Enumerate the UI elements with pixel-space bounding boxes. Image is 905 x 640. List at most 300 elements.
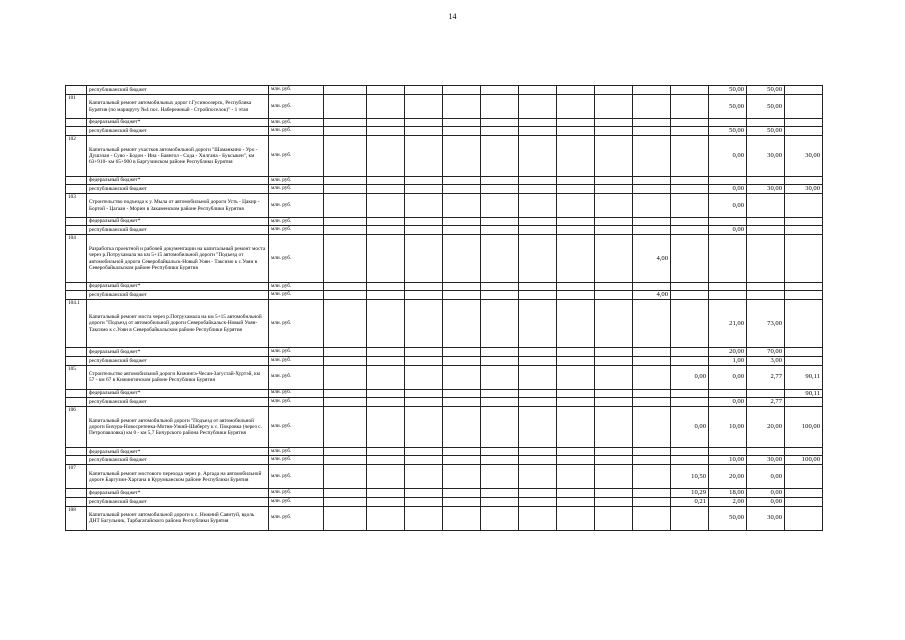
value-cell [557,348,595,357]
value-cell [595,226,633,235]
value-cell [633,497,671,506]
value-cell [367,283,405,291]
value-cell [595,95,633,119]
unit-cell: млн. руб. [269,218,324,226]
table-row [66,177,823,185]
unit-cell: млн. руб. [269,291,324,300]
value-cell [785,177,823,185]
value-cell [481,348,519,357]
value-cell [324,407,367,448]
value-cell [481,365,519,389]
value-cell [671,300,709,348]
value-cell [481,300,519,348]
value-cell [595,136,633,177]
value-cell [367,185,405,194]
unit-cell: млн. руб. [269,348,324,357]
value-cell [519,356,557,365]
item-name: республиканский бюджет [87,497,269,506]
value-cell: 100,00 [785,456,823,465]
item-name: республиканский бюджет [87,398,269,407]
value-cell [671,356,709,365]
value-cell [324,194,367,218]
value-cell: 50,00 [709,86,747,95]
value-cell [405,348,443,357]
value-cell: 10,50 [671,465,709,489]
value-cell [747,448,785,456]
value-cell [595,235,633,283]
value-cell: 1,00 [709,356,747,365]
value-cell [595,291,633,300]
unit-cell: млн. руб. [269,86,324,95]
value-cell [367,407,405,448]
value-cell [557,398,595,407]
value-cell: 100,00 [785,407,823,448]
value-cell [367,291,405,300]
unit-cell: млн. руб. [269,506,324,530]
table-row [66,506,823,530]
value-cell [557,136,595,177]
value-cell [519,226,557,235]
value-cell [633,407,671,448]
value-cell [324,235,367,283]
value-cell: 30,00 [785,185,823,194]
value-cell [324,497,367,506]
value-cell [324,448,367,456]
value-cell [481,497,519,506]
value-cell [367,127,405,136]
item-name: Капитальный ремонт автомобильных дорог г.Гусиноозерск, Республика Бурятия (по маршруту №4 пос. Набережный - Стройпоселок)" - 1 этап [87,95,269,119]
value-cell: 30,00 [785,136,823,177]
value-cell [481,177,519,185]
value-cell [709,218,747,226]
value-cell [324,348,367,357]
value-cell [324,218,367,226]
value-cell [405,465,443,489]
value-cell [633,356,671,365]
value-cell [367,218,405,226]
value-cell [671,235,709,283]
value-cell: 0,00 [709,398,747,407]
value-cell [595,356,633,365]
value-cell [595,348,633,357]
value-cell [671,398,709,407]
row-number [66,398,87,407]
item-name: Строительство автомобильной дороги Кижинга-Чесан-Загустай-Хуртэй, км 57 - км 67 в Кижингинском районе Республики Бурятия [87,365,269,389]
value-cell [519,348,557,357]
table-row [66,185,823,194]
value-cell: 2,77 [747,398,785,407]
item-name: федеральный бюджет* [87,177,269,185]
value-cell [481,356,519,365]
table-row [66,365,823,389]
value-cell: 20,00 [709,465,747,489]
value-cell [595,185,633,194]
value-cell [671,448,709,456]
value-cell [671,136,709,177]
value-cell [405,235,443,283]
item-name: федеральный бюджет* [87,448,269,456]
table-row [66,136,823,177]
value-cell [595,177,633,185]
table-row [66,218,823,226]
value-cell [443,291,481,300]
value-cell: 0,00 [709,136,747,177]
value-cell [443,177,481,185]
value-cell [557,506,595,530]
unit-cell: млн. руб. [269,95,324,119]
value-cell [557,194,595,218]
value-cell [481,235,519,283]
value-cell [595,218,633,226]
value-cell [633,185,671,194]
unit-cell: млн. руб. [269,389,324,398]
value-cell [519,194,557,218]
value-cell [785,119,823,127]
value-cell [633,398,671,407]
value-cell [595,365,633,389]
value-cell [595,127,633,136]
value-cell: 0,00 [747,489,785,498]
value-cell [633,177,671,185]
value-cell: 50,00 [747,127,785,136]
value-cell [443,407,481,448]
value-cell [519,127,557,136]
value-cell [324,506,367,530]
row-number [66,291,87,300]
table-row [66,86,823,95]
value-cell [405,218,443,226]
value-cell [405,497,443,506]
value-cell: 30,00 [747,506,785,530]
value-cell: 20,00 [709,348,747,357]
value-cell [367,194,405,218]
item-name: Капитальный ремонт автомобильной дороги к с. Нижний Саянтуй, вдоль ДНТ Багульник, Тарбагатайского района Республики Бурятия [87,506,269,530]
unit-cell: млн. руб. [269,497,324,506]
value-cell [785,497,823,506]
value-cell [481,218,519,226]
value-cell [443,127,481,136]
value-cell [367,448,405,456]
unit-cell: млн. руб. [269,127,324,136]
value-cell [557,300,595,348]
value-cell [367,489,405,498]
item-name: федеральный бюджет* [87,389,269,398]
unit-cell: млн. руб. [269,456,324,465]
value-cell [671,291,709,300]
table-row [66,127,823,136]
value-cell: 50,00 [709,127,747,136]
row-number: 103 [66,194,87,218]
value-cell [405,407,443,448]
value-cell [481,86,519,95]
value-cell: 50,00 [709,506,747,530]
value-cell [519,86,557,95]
value-cell [367,119,405,127]
value-cell: 10,00 [709,407,747,448]
value-cell [367,389,405,398]
item-name: республиканский бюджет [87,86,269,95]
value-cell [747,389,785,398]
value-cell [671,127,709,136]
value-cell [324,300,367,348]
value-cell: 30,00 [747,136,785,177]
value-cell [481,407,519,448]
value-cell [557,291,595,300]
value-cell [481,489,519,498]
value-cell [481,291,519,300]
row-number: 104.1 [66,300,87,348]
value-cell [481,95,519,119]
page-number: 14 [448,12,457,21]
value-cell [633,283,671,291]
value-cell [324,291,367,300]
value-cell [443,356,481,365]
value-cell: 0,00 [709,365,747,389]
value-cell [324,119,367,127]
value-cell [367,86,405,95]
value-cell [595,300,633,348]
table-row [66,356,823,365]
value-cell [405,185,443,194]
value-cell [595,398,633,407]
value-cell [405,506,443,530]
value-cell [443,489,481,498]
item-name: федеральный бюджет* [87,283,269,291]
value-cell [324,283,367,291]
row-number: 101 [66,95,87,119]
unit-cell: млн. руб. [269,448,324,456]
value-cell [443,506,481,530]
value-cell [785,283,823,291]
value-cell: 0,00 [747,465,785,489]
value-cell [443,235,481,283]
value-cell [405,194,443,218]
value-cell [633,95,671,119]
table-row [66,448,823,456]
value-cell [671,86,709,95]
table-row [66,465,823,489]
value-cell [324,389,367,398]
value-cell [785,226,823,235]
value-cell [443,389,481,398]
item-name: федеральный бюджет* [87,348,269,357]
value-cell [443,398,481,407]
item-name: федеральный бюджет* [87,119,269,127]
value-cell [443,448,481,456]
row-number [66,497,87,506]
value-cell [671,95,709,119]
value-cell [519,119,557,127]
value-cell [443,456,481,465]
value-cell [324,185,367,194]
value-cell [633,300,671,348]
value-cell [324,365,367,389]
value-cell: 73,00 [747,300,785,348]
value-cell [633,218,671,226]
value-cell [519,497,557,506]
value-cell [557,226,595,235]
value-cell [367,398,405,407]
value-cell [709,177,747,185]
value-cell [481,185,519,194]
value-cell [405,291,443,300]
item-name: республиканский бюджет [87,226,269,235]
value-cell: 0,00 [747,497,785,506]
value-cell [405,398,443,407]
value-cell [367,456,405,465]
value-cell [405,300,443,348]
value-cell: 3,00 [747,356,785,365]
value-cell [709,235,747,283]
value-cell [785,95,823,119]
value-cell: 50,00 [747,86,785,95]
item-name: Капитальный ремонт участков автомобильной дороги "Шаманкино - Уро - Душэлан - Суво - Бодон - Ина - Баянгол - Сода - Хилгана - Буксыкен", км 63+910- км 65+900 в Баргузинском районе Республики Бурятия [87,136,269,177]
value-cell [785,356,823,365]
value-cell: 0,00 [671,407,709,448]
value-cell [557,456,595,465]
value-cell [709,448,747,456]
value-cell [709,291,747,300]
value-cell [785,465,823,489]
value-cell [595,506,633,530]
value-cell [785,86,823,95]
value-cell [595,86,633,95]
value-cell: 2,77 [747,365,785,389]
table-row [66,291,823,300]
table-row [66,235,823,283]
value-cell [785,348,823,357]
value-cell [671,283,709,291]
value-cell [671,226,709,235]
value-cell [405,226,443,235]
value-cell [443,365,481,389]
value-cell: 50,00 [709,95,747,119]
value-cell [595,448,633,456]
value-cell [633,465,671,489]
value-cell [633,194,671,218]
value-cell [785,506,823,530]
value-cell [747,194,785,218]
value-cell [367,506,405,530]
value-cell: 0,00 [709,226,747,235]
value-cell: 30,00 [747,456,785,465]
value-cell: 0,00 [709,185,747,194]
value-cell: 2,00 [709,497,747,506]
value-cell [443,300,481,348]
item-name: Капитальный ремонт моста через р.Потрухамала на км 5+15 автомобильной дороги "Подъезд от автомобильной дороги Северобайкальск-Новый Уоян-Таксимо к с.Уоян в Северобайкальском районе Республики Бурятия [87,300,269,348]
value-cell [747,177,785,185]
value-cell [671,506,709,530]
value-cell [481,448,519,456]
value-cell [405,119,443,127]
value-cell [367,300,405,348]
value-cell [633,348,671,357]
unit-cell: млн. руб. [269,300,324,348]
value-cell [747,119,785,127]
value-cell [367,356,405,365]
value-cell [443,283,481,291]
value-cell [324,356,367,365]
table-row [66,497,823,506]
row-number [66,389,87,398]
value-cell: 90,11 [785,389,823,398]
value-cell: 4,00 [633,291,671,300]
unit-cell: млн. руб. [269,136,324,177]
value-cell [595,456,633,465]
row-number [66,226,87,235]
value-cell [324,177,367,185]
table-row [66,456,823,465]
value-cell [481,194,519,218]
value-cell [557,95,595,119]
value-cell: 18,00 [709,489,747,498]
value-cell [595,119,633,127]
value-cell [595,465,633,489]
value-cell [367,497,405,506]
item-name: республиканский бюджет [87,356,269,365]
value-cell [633,448,671,456]
value-cell [747,283,785,291]
value-cell: 0,21 [671,497,709,506]
value-cell [324,226,367,235]
value-cell [405,389,443,398]
value-cell [443,226,481,235]
value-cell [747,218,785,226]
value-cell [747,226,785,235]
value-cell [557,119,595,127]
value-cell [633,389,671,398]
value-cell [785,194,823,218]
value-cell [785,300,823,348]
row-number: 106 [66,407,87,448]
value-cell [443,119,481,127]
value-cell [595,489,633,498]
value-cell [481,226,519,235]
row-number [66,185,87,194]
value-cell [519,185,557,194]
value-cell [405,95,443,119]
value-cell [443,185,481,194]
item-name: федеральный бюджет* [87,489,269,498]
value-cell [405,127,443,136]
table-row [66,226,823,235]
item-name: Разработка проектной и рабочей документации на капитальный ремонт моста через р.Потрухамала на км 5+15 автомобильной дороги "Подъезд от автомобильной дороги Северобайкальск-Новый Уоян - Таксимо к с.Уоян в Северобайкальском районе Республики Бурятия [87,235,269,283]
row-number [66,348,87,357]
unit-cell: млн. руб. [269,407,324,448]
value-cell [557,218,595,226]
value-cell [519,489,557,498]
value-cell [519,95,557,119]
table-row [66,300,823,348]
value-cell [557,86,595,95]
value-cell [519,389,557,398]
value-cell [557,365,595,389]
value-cell [367,365,405,389]
value-cell [671,348,709,357]
row-number: 108 [66,506,87,530]
unit-cell: млн. руб. [269,489,324,498]
value-cell: 4,00 [633,235,671,283]
value-cell [709,389,747,398]
table-row [66,95,823,119]
unit-cell: млн. руб. [269,356,324,365]
value-cell [443,218,481,226]
value-cell [557,489,595,498]
table-row [66,119,823,127]
value-cell [443,86,481,95]
item-name: федеральный бюджет* [87,218,269,226]
value-cell [557,448,595,456]
